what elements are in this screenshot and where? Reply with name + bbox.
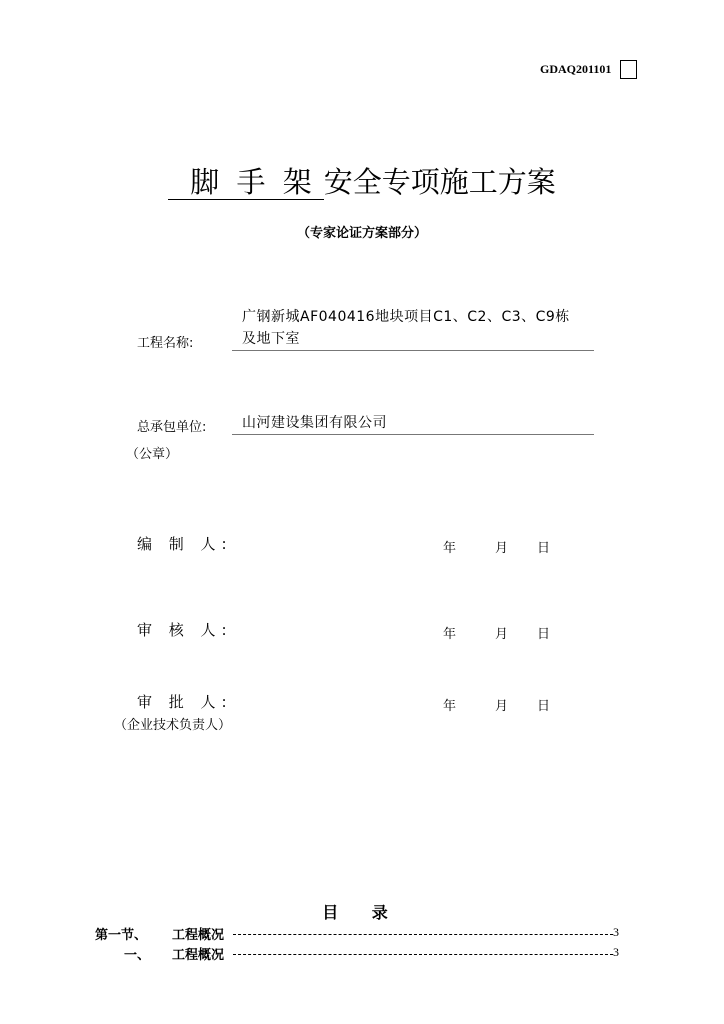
- title-plan: 安全专项施工方案: [323, 165, 556, 199]
- compiler-month: 月: [495, 541, 509, 556]
- contractor-value: 山河建设集团有限公司: [242, 415, 387, 431]
- approver-year: 年: [443, 699, 457, 714]
- toc-entry-number: 第一节、: [95, 928, 148, 943]
- toc-entry-text: 工程概况: [172, 928, 225, 943]
- project-name-line2: 及地下室: [242, 331, 300, 347]
- document-code: GDAQ201101: [540, 62, 612, 76]
- contractor-field: [232, 412, 594, 435]
- toc-entry-page: 3: [613, 925, 619, 939]
- compiler-day: 日: [537, 541, 551, 556]
- toc-entry-text: 工程概况: [172, 948, 225, 963]
- toc-entry-page: 3: [613, 945, 619, 959]
- toc-leader: [233, 954, 613, 955]
- toc-title: 目 录: [322, 903, 402, 922]
- toc-entry-number: 一、: [124, 948, 151, 963]
- title-scaffold: 脚 手 架: [168, 165, 323, 200]
- contractor-label: 总承包单位:: [137, 420, 207, 435]
- approver-day: 日: [537, 699, 551, 714]
- subtitle: （专家论证方案部分）: [296, 226, 427, 241]
- approver-note: （企业技术负责人）: [114, 718, 232, 733]
- reviewer-label: 审 核 人:: [137, 621, 233, 639]
- approver-month: 月: [495, 699, 509, 714]
- reviewer-year: 年: [443, 627, 457, 642]
- project-name-field: [232, 306, 594, 351]
- code-checkbox: [620, 60, 637, 79]
- page-title: [0, 160, 724, 201]
- compiler-year: 年: [443, 541, 457, 556]
- compiler-label: 编 制 人:: [137, 535, 233, 553]
- project-name-label: 工程名称:: [137, 336, 194, 351]
- reviewer-day: 日: [537, 627, 551, 642]
- toc-leader: [233, 934, 613, 935]
- project-name-line1: 广钢新城AF040416地块项目C1、C2、C3、C9栋: [242, 309, 570, 325]
- reviewer-month: 月: [495, 627, 509, 642]
- approver-label: 审 批 人:: [137, 693, 233, 711]
- seal-label: （公章）: [126, 447, 179, 462]
